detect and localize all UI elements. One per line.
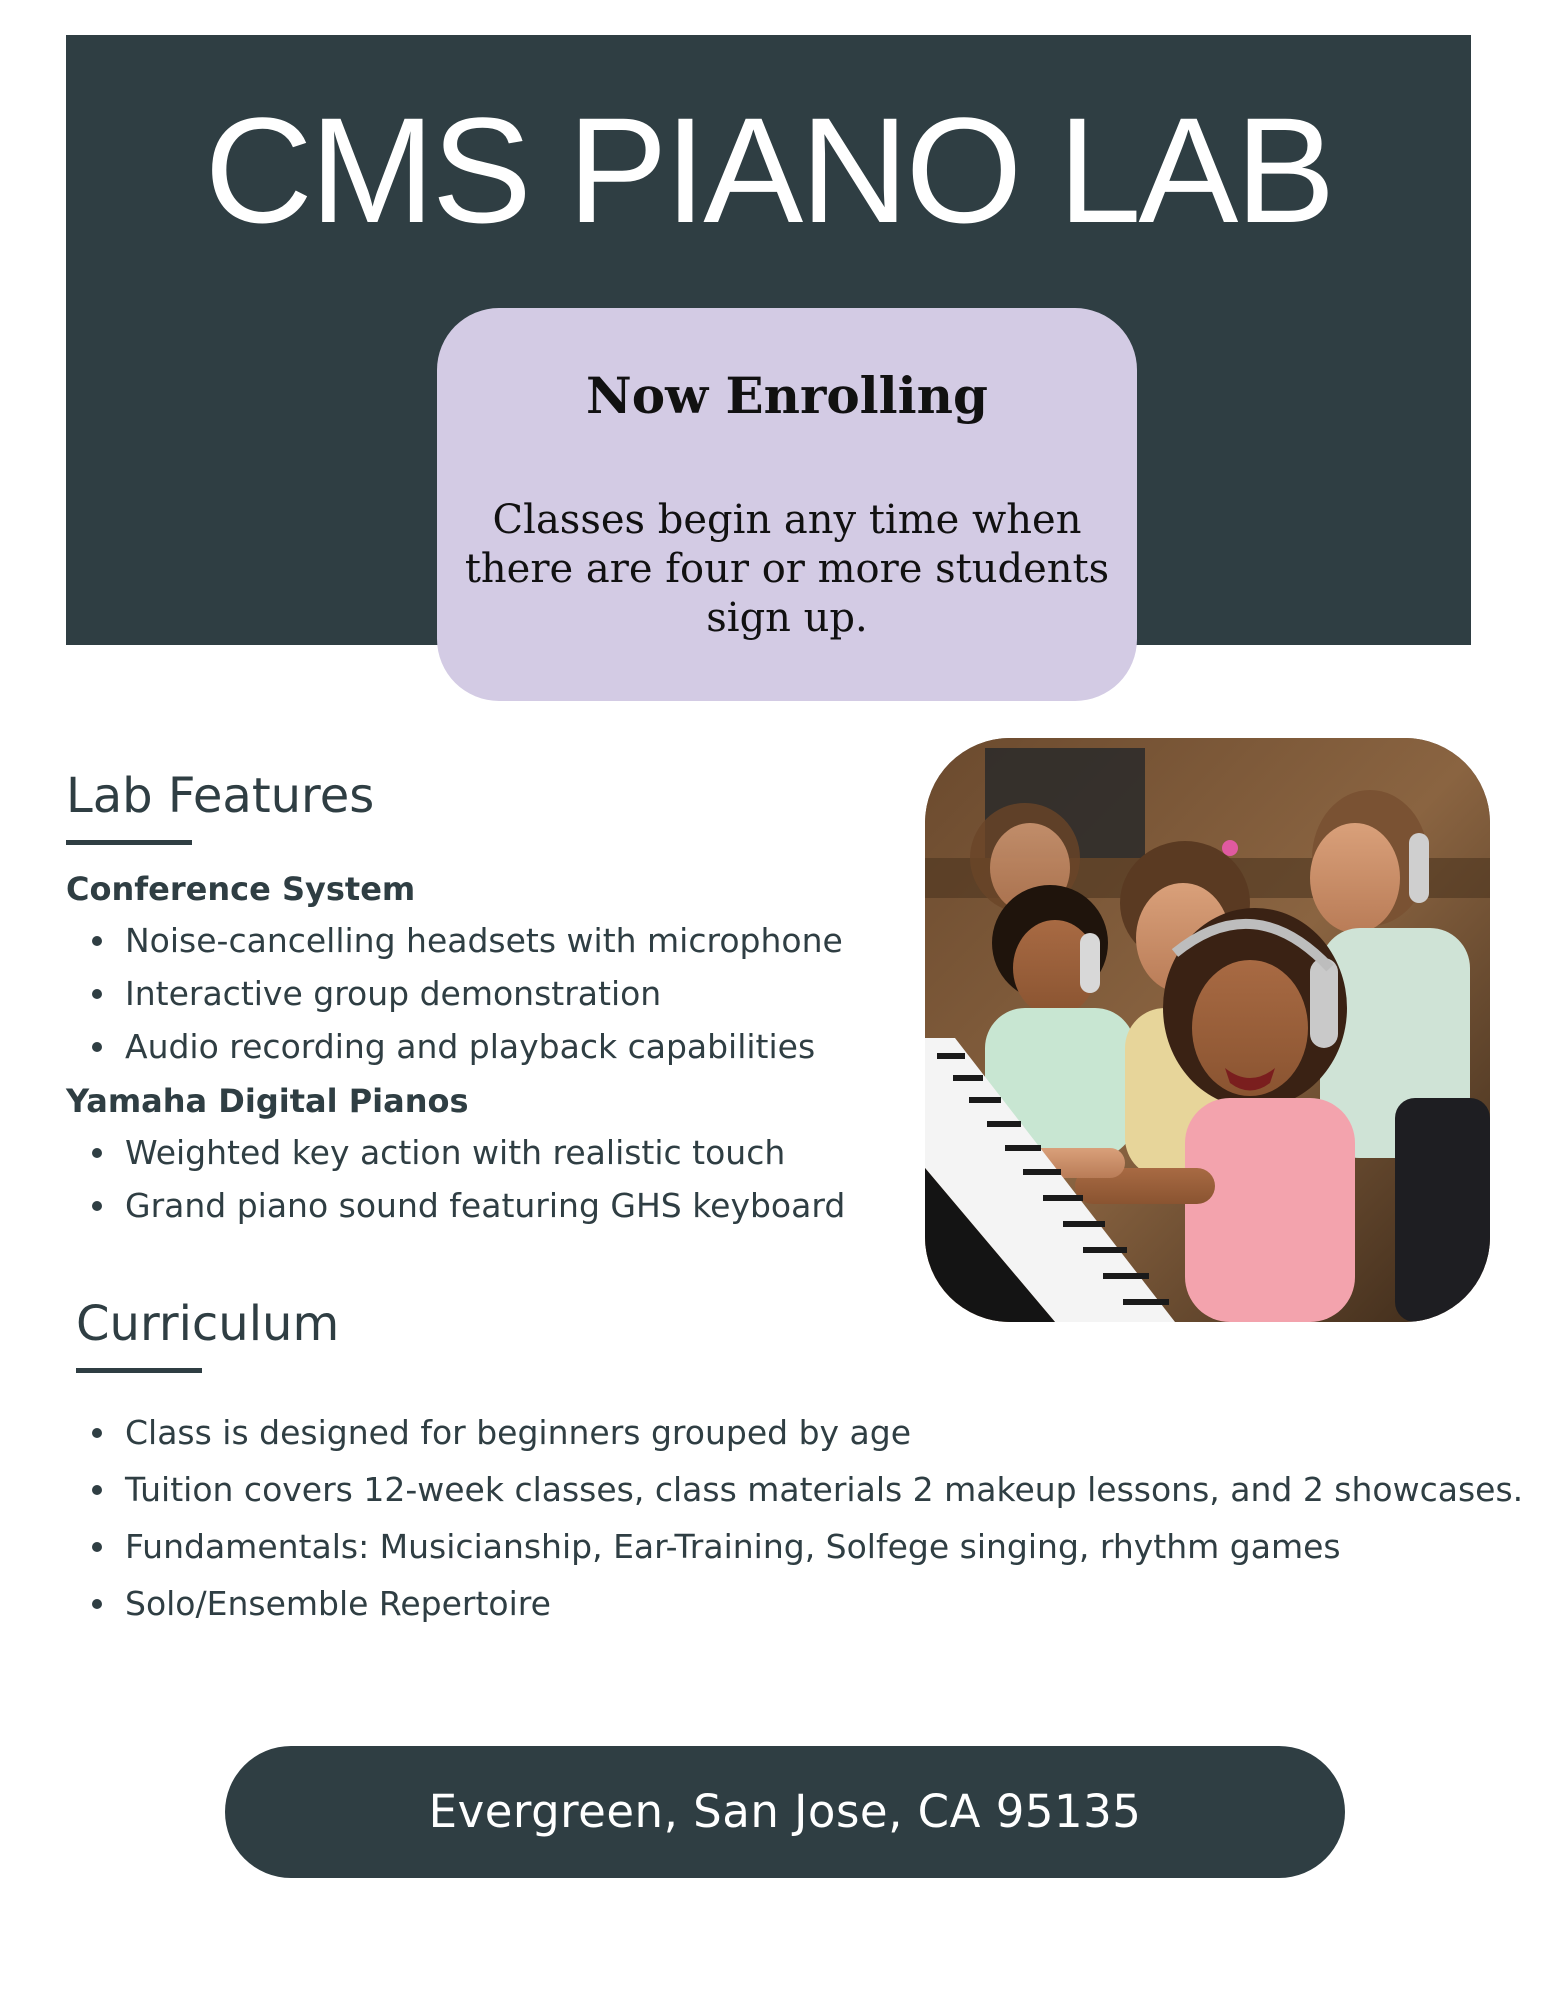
yamaha-pianos-heading: Yamaha Digital Pianos bbox=[66, 1082, 469, 1120]
enrollment-text: Classes begin any time when there are four or more students sign up. bbox=[464, 497, 1110, 641]
location-banner: Evergreen, San Jose, CA 95135 bbox=[225, 1746, 1345, 1878]
curriculum-underline bbox=[76, 1368, 202, 1373]
conference-system-list bbox=[66, 914, 843, 1073]
list-item: Weighted key action with realistic touch bbox=[66, 1126, 845, 1179]
list-item: Solo/Ensemble Repertoire bbox=[66, 1575, 1523, 1632]
curriculum-list bbox=[66, 1404, 1523, 1632]
page-title: CMS PIANO LAB bbox=[204, 86, 1333, 254]
list-item: Noise-cancelling headsets with microphone bbox=[66, 914, 843, 967]
list-item: Audio recording and playback capabilities bbox=[66, 1020, 843, 1073]
curriculum-heading: Curriculum bbox=[76, 1296, 340, 1352]
list-item: Class is designed for beginners grouped by age bbox=[66, 1404, 1523, 1461]
yamaha-pianos-list bbox=[66, 1126, 845, 1232]
list-item: Interactive group demonstration bbox=[66, 967, 843, 1020]
list-item: Grand piano sound featuring GHS keyboard bbox=[66, 1179, 845, 1232]
enrollment-card bbox=[437, 308, 1137, 701]
list-item: Tuition covers 12-week classes, class materials 2 makeup lessons, and 2 showcases. bbox=[66, 1461, 1523, 1518]
lab-features-heading: Lab Features bbox=[66, 768, 375, 824]
conference-system-heading: Conference System bbox=[66, 870, 416, 908]
children-piano-photo bbox=[925, 738, 1490, 1322]
lab-features-underline bbox=[66, 840, 192, 845]
enrollment-heading: Now Enrolling bbox=[586, 366, 988, 425]
list-item: Fundamentals: Musicianship, Ear-Training, Solfege singing, rhythm games bbox=[66, 1518, 1523, 1575]
